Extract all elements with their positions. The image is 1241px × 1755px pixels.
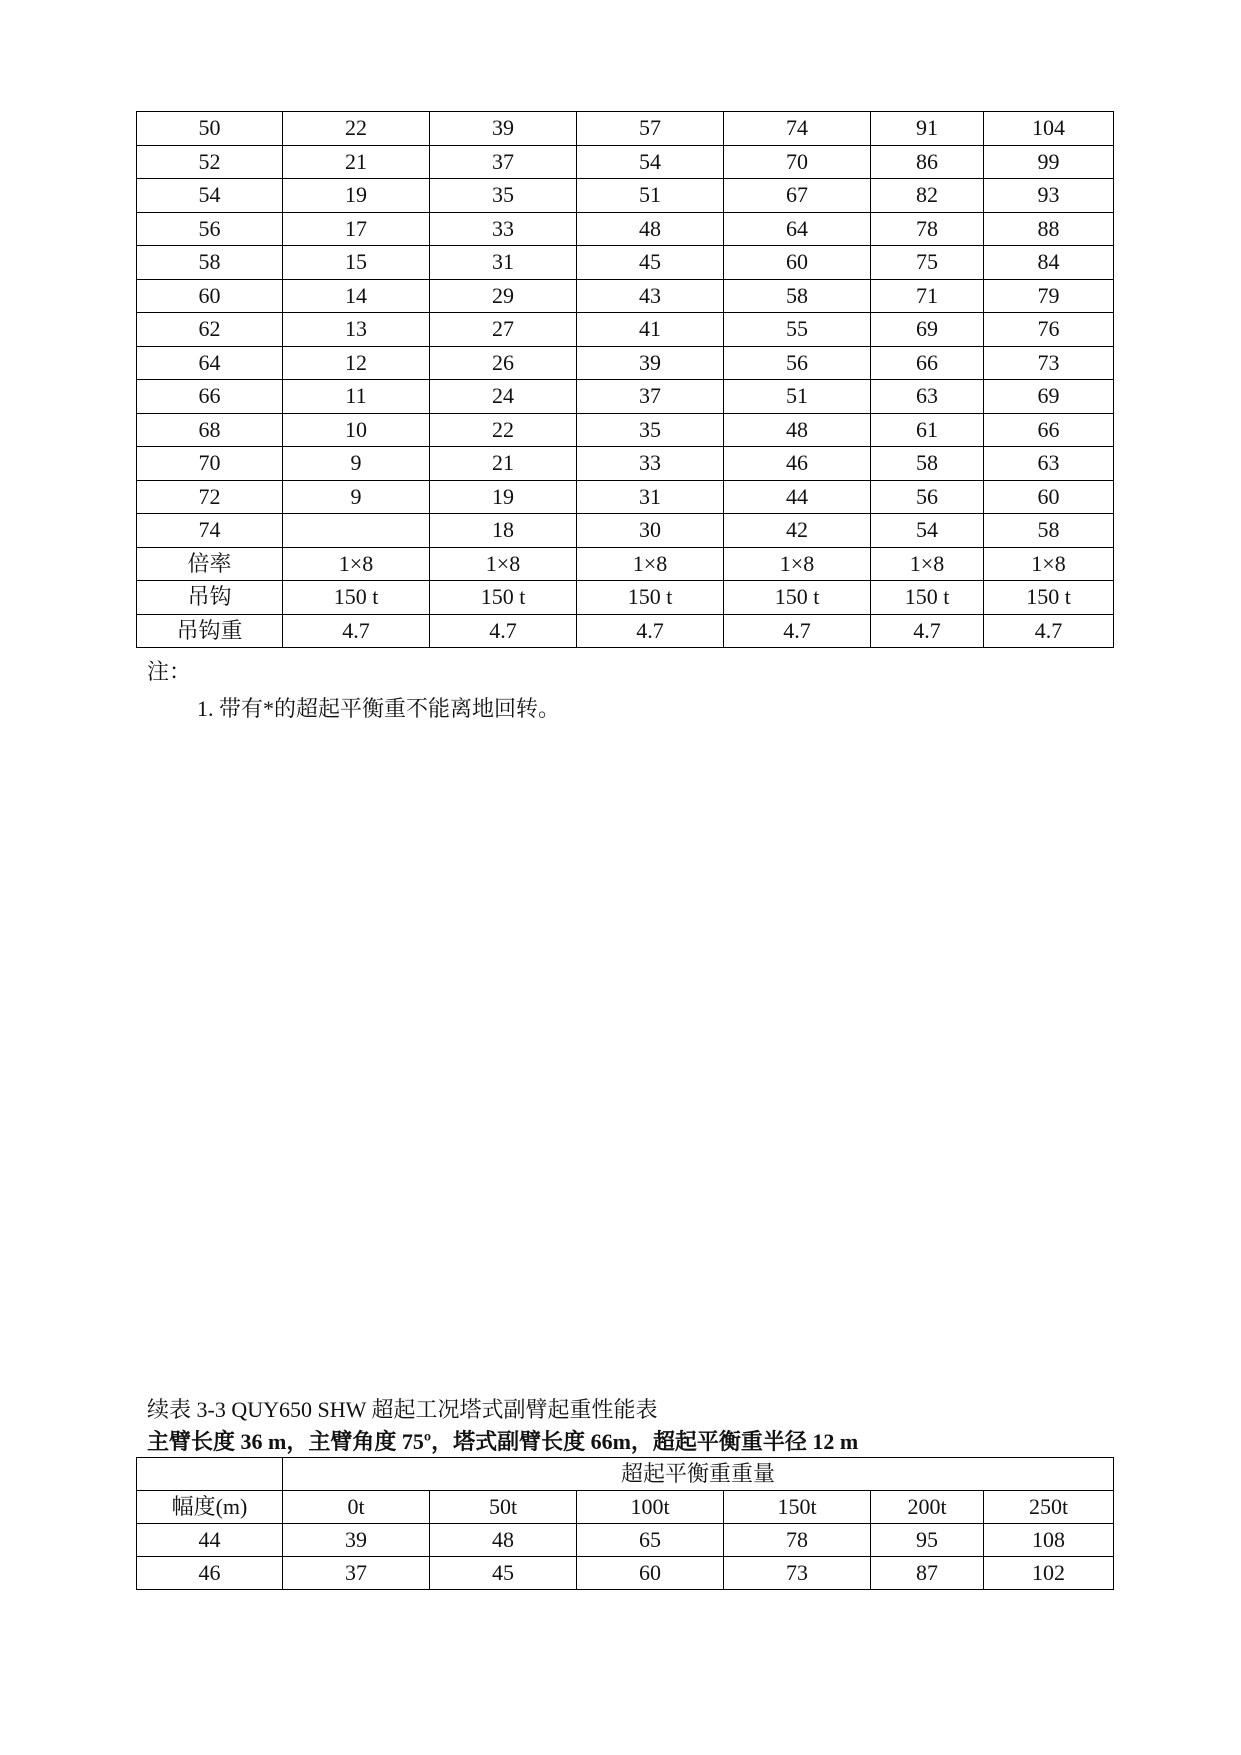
table-cell: 95 bbox=[871, 1524, 984, 1557]
table-cell: 73 bbox=[724, 1557, 871, 1590]
column-header: 50t bbox=[430, 1491, 577, 1524]
table-cell: 1×8 bbox=[871, 547, 984, 581]
table-cell: 65 bbox=[577, 1524, 724, 1557]
table-cell: 67 bbox=[724, 179, 871, 213]
lifting-capacity-table-top bbox=[136, 111, 1114, 648]
table-cell: 27 bbox=[430, 313, 577, 347]
table-cell: 56 bbox=[871, 480, 984, 514]
table-caption: 续表 3-3 QUY650 SHW 超起工况塔式副臂起重性能表 bbox=[147, 1397, 658, 1422]
table-cell: 19 bbox=[283, 179, 430, 213]
note-label: 注： bbox=[147, 659, 192, 684]
table-cell: 11 bbox=[283, 380, 430, 414]
table-cell: 46 bbox=[724, 447, 871, 481]
table-cell: 50 bbox=[137, 112, 283, 146]
table-cell: 30 bbox=[577, 514, 724, 548]
table-cell: 73 bbox=[984, 346, 1114, 380]
table-cell: 74 bbox=[724, 112, 871, 146]
table-cell: 22 bbox=[283, 112, 430, 146]
table-subtitle: 主臂长度 36 m，主臂角度 75º，塔式副臂长度 66m，超起平衡重半径 12 m bbox=[147, 1429, 859, 1454]
table-cell: 58 bbox=[137, 246, 283, 280]
column-header: 250t bbox=[984, 1491, 1114, 1524]
table-cell: 51 bbox=[724, 380, 871, 414]
table-cell: 69 bbox=[871, 313, 984, 347]
table-cell: 72 bbox=[137, 480, 283, 514]
table-row bbox=[137, 346, 1114, 380]
empty-header-cell bbox=[137, 1458, 283, 1491]
table-row bbox=[137, 447, 1114, 481]
table-cell: 37 bbox=[430, 145, 577, 179]
table-row bbox=[137, 1524, 1114, 1557]
table-cell: 44 bbox=[137, 1524, 283, 1557]
table-cell: 150 t bbox=[430, 581, 577, 615]
table-cell: 108 bbox=[984, 1524, 1114, 1557]
table-cell: 10 bbox=[283, 413, 430, 447]
table-cell: 45 bbox=[430, 1557, 577, 1590]
table-cell: 29 bbox=[430, 279, 577, 313]
table-cell: 4.7 bbox=[984, 614, 1114, 648]
table-cell: 4.7 bbox=[871, 614, 984, 648]
group-header: 超起平衡重重量 bbox=[283, 1458, 1114, 1491]
table-cell: 70 bbox=[137, 447, 283, 481]
table-cell: 9 bbox=[283, 480, 430, 514]
table-cell: 26 bbox=[430, 346, 577, 380]
column-header: 100t bbox=[577, 1491, 724, 1524]
table-cell: 18 bbox=[430, 514, 577, 548]
table-cell: 吊钩重 bbox=[137, 614, 283, 648]
table-cell: 17 bbox=[283, 212, 430, 246]
table-cell: 86 bbox=[871, 145, 984, 179]
table-cell: 150 t bbox=[283, 581, 430, 615]
table-cell: 87 bbox=[871, 1557, 984, 1590]
table-cell: 43 bbox=[577, 279, 724, 313]
table-cell: 4.7 bbox=[430, 614, 577, 648]
table-row bbox=[137, 514, 1114, 548]
table-cell: 58 bbox=[871, 447, 984, 481]
table-cell: 102 bbox=[984, 1557, 1114, 1590]
table-cell: 62 bbox=[137, 313, 283, 347]
table-cell: 51 bbox=[577, 179, 724, 213]
table-cell: 4.7 bbox=[283, 614, 430, 648]
table-cell: 78 bbox=[724, 1524, 871, 1557]
table-cell: 31 bbox=[430, 246, 577, 280]
table-cell: 78 bbox=[871, 212, 984, 246]
table-cell: 9 bbox=[283, 447, 430, 481]
row-header: 幅度(m) bbox=[137, 1491, 283, 1524]
table-row bbox=[137, 547, 1114, 581]
table-cell: 4.7 bbox=[577, 614, 724, 648]
table-cell: 61 bbox=[871, 413, 984, 447]
table-cell: 64 bbox=[137, 346, 283, 380]
table-cell: 31 bbox=[577, 480, 724, 514]
table-cell: 22 bbox=[430, 413, 577, 447]
table-cell: 60 bbox=[984, 480, 1114, 514]
table-cell: 82 bbox=[871, 179, 984, 213]
table-cell: 60 bbox=[137, 279, 283, 313]
table-cell: 84 bbox=[984, 246, 1114, 280]
table-cell: 79 bbox=[984, 279, 1114, 313]
table-cell: 150 t bbox=[984, 581, 1114, 615]
table-cell: 39 bbox=[577, 346, 724, 380]
table-row bbox=[137, 246, 1114, 280]
table-cell: 54 bbox=[871, 514, 984, 548]
table-cell: 58 bbox=[984, 514, 1114, 548]
table-cell: 14 bbox=[283, 279, 430, 313]
table-cell: 13 bbox=[283, 313, 430, 347]
table-header-row bbox=[137, 1458, 1114, 1491]
table-cell: 93 bbox=[984, 179, 1114, 213]
table-cell: 68 bbox=[137, 413, 283, 447]
table-cell: 54 bbox=[577, 145, 724, 179]
table-row bbox=[137, 212, 1114, 246]
table-cell: 39 bbox=[430, 112, 577, 146]
table-cell: 75 bbox=[871, 246, 984, 280]
table-cell: 66 bbox=[137, 380, 283, 414]
table-cell: 104 bbox=[984, 112, 1114, 146]
table-cell: 1×8 bbox=[430, 547, 577, 581]
note-item: 1. 带有*的超起平衡重不能离地回转。 bbox=[197, 696, 561, 721]
table-cell: 71 bbox=[871, 279, 984, 313]
table-cell: 19 bbox=[430, 480, 577, 514]
table-cell: 48 bbox=[430, 1524, 577, 1557]
table-cell: 15 bbox=[283, 246, 430, 280]
table-cell: 60 bbox=[577, 1557, 724, 1590]
column-header: 0t bbox=[283, 1491, 430, 1524]
table-cell: 吊钩 bbox=[137, 581, 283, 615]
table-row bbox=[137, 581, 1114, 615]
table-row bbox=[137, 179, 1114, 213]
table-cell: 1×8 bbox=[577, 547, 724, 581]
table-cell: 88 bbox=[984, 212, 1114, 246]
table-row bbox=[137, 380, 1114, 414]
table-cell: 91 bbox=[871, 112, 984, 146]
table-cell: 63 bbox=[984, 447, 1114, 481]
table-cell: 24 bbox=[430, 380, 577, 414]
table-cell: 56 bbox=[724, 346, 871, 380]
table-cell: 58 bbox=[724, 279, 871, 313]
table-header-row bbox=[137, 1491, 1114, 1524]
table-cell: 46 bbox=[137, 1557, 283, 1590]
table-cell: 76 bbox=[984, 313, 1114, 347]
table-cell: 150 t bbox=[577, 581, 724, 615]
table-cell: 70 bbox=[724, 145, 871, 179]
table-row bbox=[137, 413, 1114, 447]
table-row bbox=[137, 313, 1114, 347]
table-row bbox=[137, 112, 1114, 146]
table-cell: 56 bbox=[137, 212, 283, 246]
table-row bbox=[137, 480, 1114, 514]
table-cell: 52 bbox=[137, 145, 283, 179]
table-cell: 4.7 bbox=[724, 614, 871, 648]
table-cell: 倍率 bbox=[137, 547, 283, 581]
table-row bbox=[137, 1557, 1114, 1590]
table-cell: 63 bbox=[871, 380, 984, 414]
table-cell: 57 bbox=[577, 112, 724, 146]
table-cell: 41 bbox=[577, 313, 724, 347]
table-cell: 48 bbox=[577, 212, 724, 246]
table-cell: 74 bbox=[137, 514, 283, 548]
table-cell: 37 bbox=[577, 380, 724, 414]
column-header: 200t bbox=[871, 1491, 984, 1524]
table-cell: 69 bbox=[984, 380, 1114, 414]
table-cell: 55 bbox=[724, 313, 871, 347]
table-cell: 45 bbox=[577, 246, 724, 280]
table-cell: 54 bbox=[137, 179, 283, 213]
table-cell: 12 bbox=[283, 346, 430, 380]
table-cell: 21 bbox=[430, 447, 577, 481]
table-cell: 35 bbox=[430, 179, 577, 213]
table-cell: 21 bbox=[283, 145, 430, 179]
table-cell: 66 bbox=[871, 346, 984, 380]
table-cell: 33 bbox=[430, 212, 577, 246]
table-row bbox=[137, 145, 1114, 179]
table-cell: 66 bbox=[984, 413, 1114, 447]
table-cell: 42 bbox=[724, 514, 871, 548]
table-cell: 39 bbox=[283, 1524, 430, 1557]
table-cell: 64 bbox=[724, 212, 871, 246]
table-row bbox=[137, 279, 1114, 313]
table-cell bbox=[283, 514, 430, 548]
table-cell: 60 bbox=[724, 246, 871, 280]
column-header: 150t bbox=[724, 1491, 871, 1524]
table-cell: 44 bbox=[724, 480, 871, 514]
table-cell: 33 bbox=[577, 447, 724, 481]
table-cell: 1×8 bbox=[283, 547, 430, 581]
table-cell: 150 t bbox=[724, 581, 871, 615]
table-row bbox=[137, 614, 1114, 648]
table-cell: 99 bbox=[984, 145, 1114, 179]
table-cell: 1×8 bbox=[984, 547, 1114, 581]
table-cell: 37 bbox=[283, 1557, 430, 1590]
table-cell: 48 bbox=[724, 413, 871, 447]
lifting-capacity-table-bottom bbox=[136, 1457, 1114, 1590]
table-cell: 35 bbox=[577, 413, 724, 447]
table-cell: 1×8 bbox=[724, 547, 871, 581]
table-cell: 150 t bbox=[871, 581, 984, 615]
